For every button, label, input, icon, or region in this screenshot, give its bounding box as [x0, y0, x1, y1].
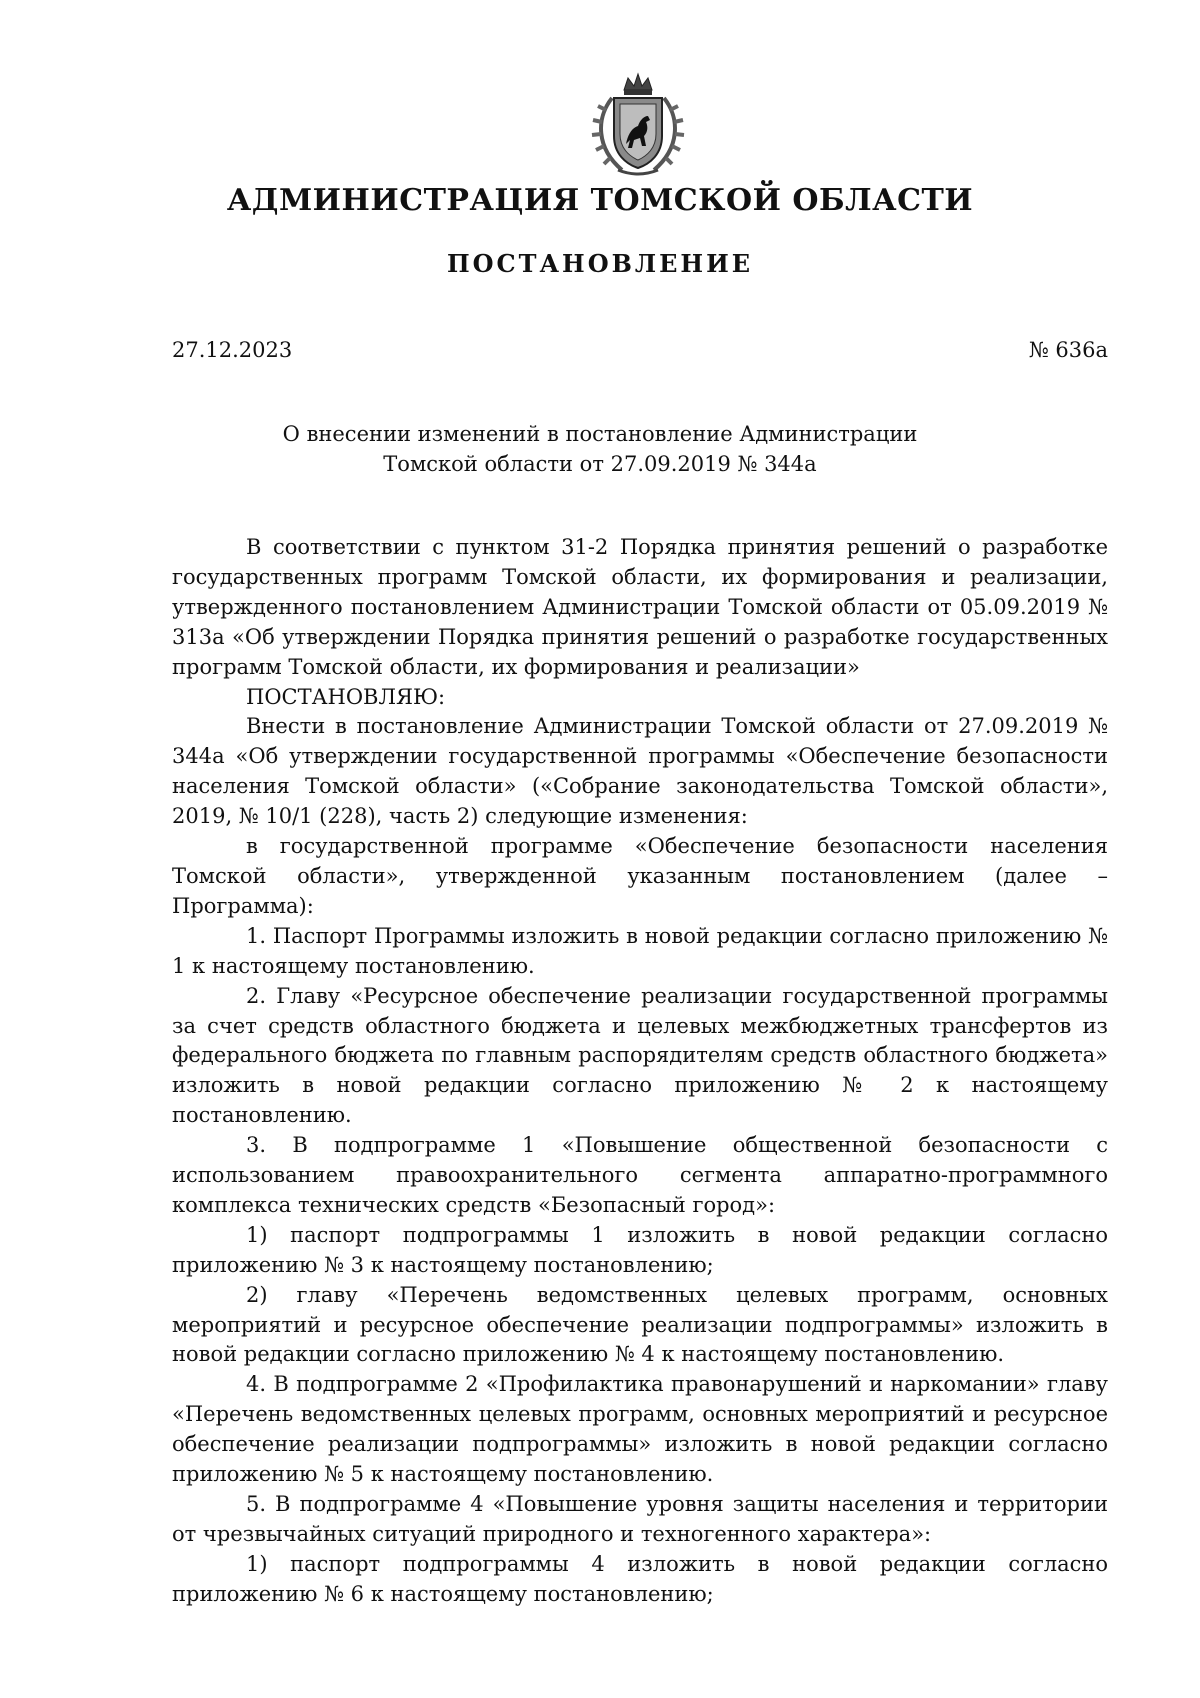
subject-line-2: Томской области от 27.09.2019 № 344а — [383, 452, 817, 476]
body-paragraph: Внести в постановление Администрации Томской области от 27.09.2019 № 344а «Об утверждении государственной программы «Обеспечение безопасности населения Томской области» («Собрание законодательства Томской области», 2019, № 10/1 (228), часть 2) следующие изменения: — [172, 714, 1108, 829]
document-number: № 636а — [1028, 338, 1108, 362]
document-date: 27.12.2023 — [172, 338, 293, 362]
preamble-paragraph: В соответствии с пунктом 31-2 Порядка принятия решений о разработке государственных программ Томской области, их формирования и реализации, утвержденного постановлением Администрации Томской области от 05.09.2019 № 313а «Об утверждении Порядка принятия решений о разработке государственных программ Томской области, их формирования и реализации» — [172, 535, 1108, 679]
item-paragraph: 1. Паспорт Программы изложить в новой редакции согласно приложению № 1 к настоящему постановлению. — [172, 923, 1108, 978]
subject-line-1: О внесении изменений в постановление Администрации — [282, 422, 918, 446]
subitem-paragraph: 1) паспорт подпрограммы 1 изложить в новой редакции согласно приложению № 3 к настоящему постановлению; — [172, 1222, 1108, 1277]
item-paragraph: 4. В подпрограмме 2 «Профилактика правонарушений и наркомании» главу «Перечень ведомственных целевых программ, основных мероприятий и ресурсное обеспечение реализации подпрограммы» изложить в новой редакции согласно приложению № 5 к настоящему постановлению. — [172, 1372, 1108, 1487]
item-paragraph: 3. В подпрограмме 1 «Повышение общественной безопасности с использованием правоохранительного сегмента аппаратно-программного комплекса технических средств «Безопасный город»: — [172, 1133, 1108, 1217]
body-paragraph: в государственной программе «Обеспечение безопасности населения Томской области», утвержденной указанным постановлением (далее – Программа): — [172, 834, 1108, 918]
item-paragraph: 2. Главу «Ресурсное обеспечение реализации государственной программы за счет средств областного бюджета и целевых межбюджетных трансфертов из федерального бюджета по главным распорядителям средств областного бюджета» изложить в новой редакции согласно приложению № 2 к настоящему постановлению. — [172, 983, 1108, 1128]
document-subject — [200, 419, 1000, 479]
subitem-paragraph: 1) паспорт подпрограммы 4 изложить в новой редакции согласно приложению № 6 к настоящему постановлению; — [172, 1551, 1108, 1606]
item-paragraph: 5. В подпрограмме 4 «Повышение уровня защиты населения и территории от чрезвычайных ситуаций природного и техногенного характера»: — [172, 1492, 1108, 1546]
document-type: ПОСТАНОВЛЕНИЕ — [446, 249, 754, 278]
resolve-heading: ПОСТАНОВЛЯЮ: — [246, 684, 446, 709]
document-body — [172, 533, 1108, 1610]
organization-title: АДМИНИСТРАЦИЯ ТОМСКОЙ ОБЛАСТИ — [226, 183, 974, 218]
subitem-paragraph: 2) главу «Перечень ведомственных целевых программ, основных мероприятий и ресурсное обеспечение реализации подпрограммы» изложить в новой редакции согласно приложению № 4 к настоящему постановлению. — [172, 1282, 1108, 1367]
coat-of-arms-icon — [582, 70, 694, 182]
